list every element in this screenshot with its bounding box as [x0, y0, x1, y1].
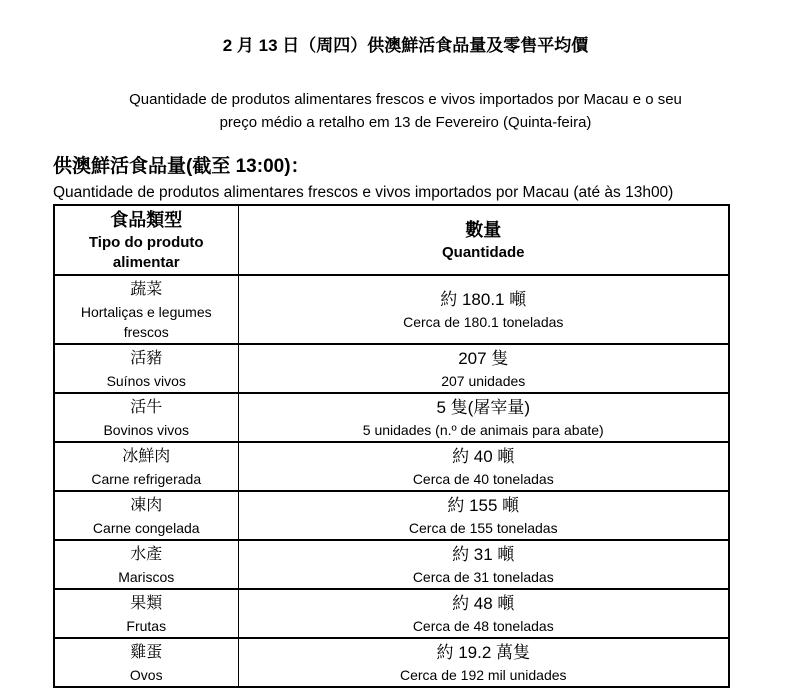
- product-type-cell: [54, 393, 238, 442]
- product-type-cell: [54, 442, 238, 491]
- quantity-zh: 約 40 噸: [452, 447, 515, 466]
- product-type-cell: [54, 344, 238, 393]
- product-type-zh: 雞蛋: [130, 643, 163, 661]
- supply-quantity-table: [53, 204, 730, 688]
- product-type-cell: [54, 638, 238, 687]
- column-header-quantity-zh: 數量: [465, 220, 502, 240]
- product-type-zh: 冰鮮肉: [122, 447, 171, 465]
- product-type-cell: [54, 491, 238, 540]
- product-type-pt: Ovos: [129, 666, 163, 683]
- quantity-cell: [238, 491, 729, 540]
- quantity-pt: Cerca de 40 toneladas: [412, 471, 554, 487]
- product-type-zh: 凍肉: [130, 496, 163, 514]
- table-row-fruits: [54, 589, 729, 638]
- table-row-live-pigs: [54, 344, 729, 393]
- product-type-pt: Bovinos vivos: [103, 421, 190, 438]
- table-row-frozen-meat: [54, 491, 729, 540]
- table-row-live-cattle: [54, 393, 729, 442]
- quantity-pt: Cerca de 31 toneladas: [412, 569, 554, 585]
- quantity-zh: 約 19.2 萬隻: [436, 643, 531, 662]
- quantity-zh: 5 隻(屠宰量): [436, 398, 530, 417]
- quantity-cell: [238, 540, 729, 589]
- quantity-zh: 約 180.1 噸: [440, 290, 527, 309]
- product-type-zh: 水產: [130, 545, 163, 563]
- quantity-cell: [238, 442, 729, 491]
- table-row-chilled-meat: [54, 442, 729, 491]
- product-type-pt: Carne refrigerada: [91, 470, 202, 487]
- document-subtitle-line1: Quantidade de produtos alimentares frescos e vivos importados por Macau e o seu: [129, 91, 682, 108]
- column-header-product-type-zh: 食品類型: [110, 210, 183, 230]
- quantity-pt: Cerca de 48 toneladas: [412, 618, 554, 634]
- product-type-cell: [54, 589, 238, 638]
- column-header-quantity-pt: Quantidade: [441, 244, 525, 261]
- column-header-quantity: [238, 205, 729, 275]
- quantity-cell: [238, 275, 729, 344]
- quantity-pt: 5 unidades (n.º de animais para abate): [362, 422, 604, 438]
- product-type-cell: [54, 275, 238, 344]
- quantity-cell: [238, 393, 729, 442]
- document-page: [0, 34, 811, 690]
- quantity-cell: [238, 344, 729, 393]
- product-type-pt: Frutas: [126, 617, 167, 634]
- product-type-pt: Mariscos: [118, 568, 175, 585]
- document-title: 2 月 13 日（周四）供澳鮮活食品量及零售平均價: [222, 36, 589, 55]
- product-type-pt: Carne congelada: [92, 519, 200, 536]
- product-type-zh: 果類: [130, 594, 163, 612]
- section-heading-pt: Quantidade de produtos alimentares frescos e vivos importados por Macau (até às 13h00): [53, 184, 674, 201]
- quantity-pt: Cerca de 192 mil unidades: [399, 667, 567, 683]
- product-type-zh: 活豬: [130, 349, 163, 367]
- section-heading-zh: 供澳鮮活食品量(截至 13:00)：: [53, 156, 310, 177]
- table-row-seafood: [54, 540, 729, 589]
- table-header-row: [54, 205, 729, 275]
- product-type-zh: 活牛: [130, 398, 163, 416]
- product-type-zh: 蔬菜: [130, 280, 163, 298]
- product-type-pt: Hortaliças e legumes frescos: [80, 303, 212, 340]
- table-row-vegetables: [54, 275, 729, 344]
- table-row-eggs: [54, 638, 729, 687]
- quantity-pt: Cerca de 155 toneladas: [408, 520, 558, 536]
- quantity-cell: [238, 589, 729, 638]
- quantity-zh: 約 48 噸: [452, 594, 515, 613]
- quantity-zh: 約 155 噸: [447, 496, 520, 515]
- document-subtitle-line2: preço médio a retalho em 13 de Fevereiro (Quinta-feira): [219, 114, 592, 131]
- quantity-zh: 約 31 噸: [452, 545, 515, 564]
- column-header-product-type-pt: Tipo do produto alimentar: [88, 234, 204, 271]
- quantity-pt: Cerca de 180.1 toneladas: [403, 314, 564, 330]
- document-subtitle: [0, 88, 811, 134]
- column-header-product-type: [54, 205, 238, 275]
- product-type-cell: [54, 540, 238, 589]
- quantity-cell: [238, 638, 729, 687]
- product-type-pt: Suínos vivos: [106, 372, 186, 389]
- quantity-zh: 207 隻: [458, 349, 509, 368]
- quantity-pt: 207 unidades: [441, 373, 526, 389]
